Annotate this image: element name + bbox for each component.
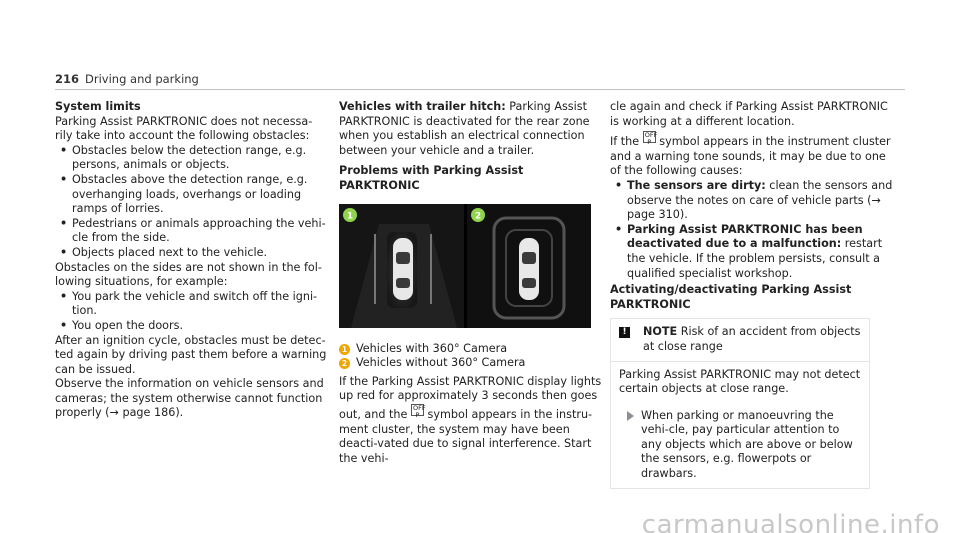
trailer-heading: Vehicles with trailer hitch: [339,100,506,113]
caption-1: 1 Vehicles with 360° Camera [339,342,604,357]
list-item: • You park the vehicle and switch off the igni-tion. [60,289,318,318]
figure-captions [339,342,604,371]
note-title: Risk of an accident from objects at close range [643,325,861,353]
list-item: • Objects placed next to the vehicle. [60,245,268,259]
list-item: • The sensors are dirty: clean the sensors and observe the notes on care of vehicle parts (→ page 310). [615,178,893,222]
watermark: carmanualsonline.info [641,510,940,533]
note-header [611,319,869,360]
symbol-paragraph: If the OFF P symbol appears in the instrument cluster and a warning tone sounds, it may be due to one of the following causes: [610,131,891,178]
list-item: • Obstacles below the detection range, e.g. persons, animals or objects. [60,143,307,172]
red-display-paragraph: If the Parking Assist PARKTRONIC display lights up red for approximately 3 seconds then goes out, and the OFF P symbol appears in the instru-ment cluster, the system may have been deacti-vated due to signal interference. Start the vehi- [339,374,602,465]
parktronic-display-image [339,204,591,328]
caption-badge-2: 2 [339,358,350,369]
warning-icon: ! [619,327,630,338]
trailer-paragraph: Vehicles with trailer hitch: Parking Assist PARKTRONIC is deactivated for the rear zone when you establish an electrical connection between your vehicle and a trailer. [339,100,590,157]
figure-badge-1: 1 [346,211,354,222]
header-rule [55,89,905,90]
note-box [610,318,870,488]
note-label: NOTE [643,325,678,339]
parktronic-off-icon: OFF P [412,403,426,419]
figure-badge-2: 2 [474,211,482,222]
list-item: • Parking Assist PARKTRONIC has been deactivated due to a malfunction: restart the vehicle. If the problem persists, consult a qualified specialist workshop. [615,222,883,280]
caption-2: 2 Vehicles without 360° Camera [339,356,604,371]
list-item: • You open the doors. [60,318,184,332]
column-3 [610,100,895,489]
arrow-right-icon [627,411,634,421]
parktronic-illustration [339,204,591,328]
system-limits-intro: Parking Assist PARKTRONIC does not necessa-rily take into account the following obstacles: [55,114,313,143]
caption-badge-1: 1 [339,344,350,355]
page-header [55,72,199,87]
obstacle-list [55,144,327,261]
column-2 [339,100,604,466]
cause-list [610,179,895,281]
observe-text: Observe the information on vehicle sensors and cameras; the system otherwise cannot function properly (→ page 186). [55,377,324,420]
activate-heading: Activating/deactivating Parking Assist PARKTRONIC [610,283,852,311]
continuation-text: cle again and check if Parking Assist PARKTRONIC is working at a different location. [610,100,888,128]
note-body [611,361,869,488]
parktronic-off-icon: OFF P [644,131,658,147]
column-1 [55,100,327,421]
section-title: Driving and parking [85,72,199,86]
list-item: • Pedestrians or animals approaching the vehi-cle from the side. [60,216,326,245]
page-number: 216 [55,72,80,86]
list-item: • Obstacles above the detection range, e.g. overhanging loads, overhangs or loading ramps of lorries. [60,172,308,216]
problems-heading: Problems with Parking Assist PARKTRONIC [339,164,524,192]
situation-list [55,290,327,334]
note-tip: When parking or manoeuvring the vehi-cle, pay particular attention to any objects which are above or below the sensors, e.g. flowerpots or drawbars. [619,409,861,482]
after-ignition-text: After an ignition cycle, obstacles must be detec-ted again by driving past them before a warning can be issued. [55,333,327,376]
system-limits-heading: System limits [55,100,141,113]
note-body-text: Parking Assist PARKTRONIC may not detect certain objects at close range. [619,367,861,396]
sides-text: Obstacles on the sides are not shown in the fol-lowing situations, for example: [55,260,322,289]
